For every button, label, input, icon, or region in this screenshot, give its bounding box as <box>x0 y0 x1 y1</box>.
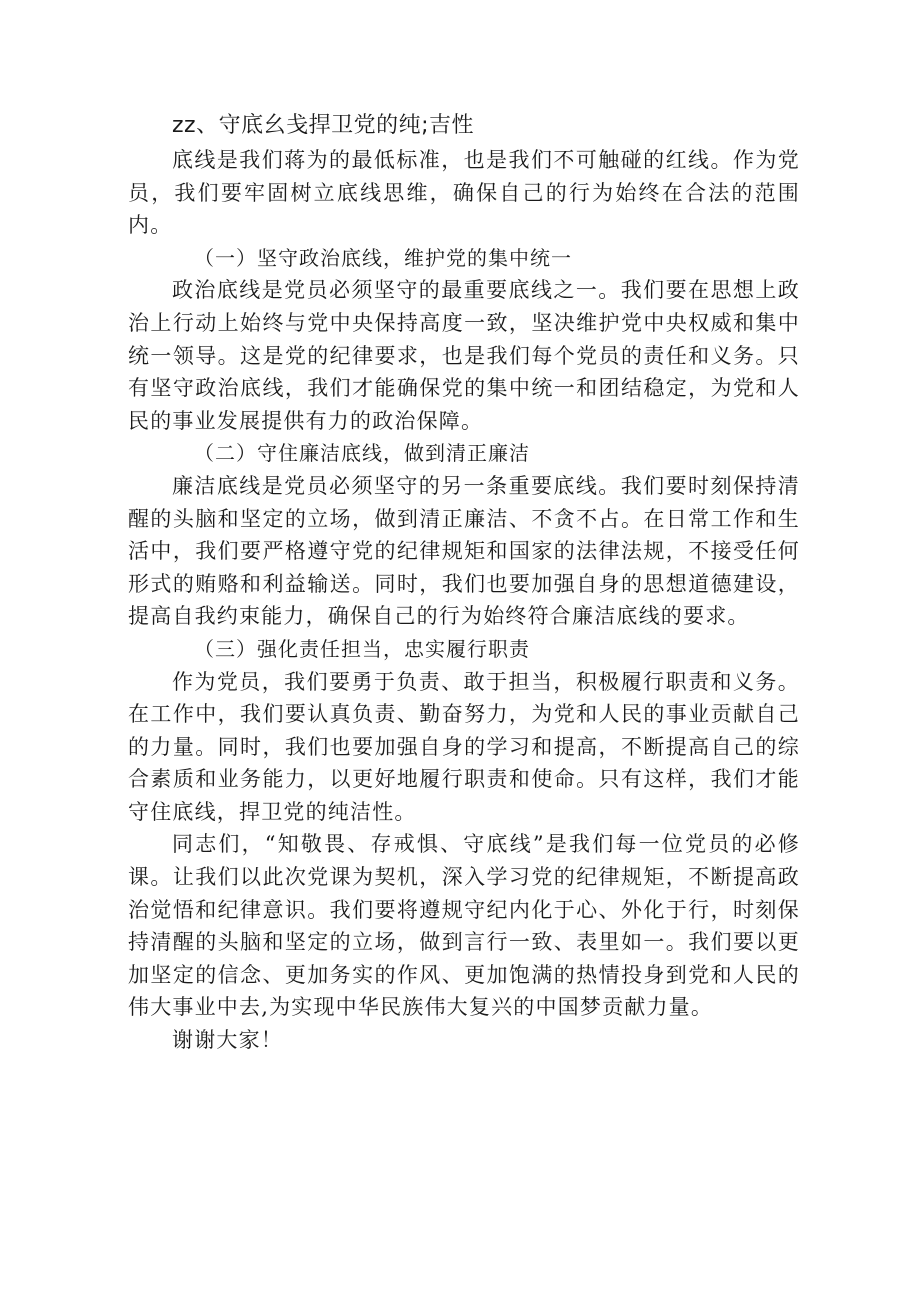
subsection-body-3: 作为党员，我们要勇于负责、敢于担当，积极履行职责和义务。在工作中，我们要认真负责、勤奋努力，为党和人民的事业贡献自己的力量。同时，我们也要加强自身的学习和提高，不断提高自己的综合素质和业务能力，以更好地履行职责和使命。只有这样，我们才能守住底线，捍卫党的纯洁性。 <box>128 669 800 824</box>
closing-paragraph: 同志们，“知敬畏、存戒惧、守底线”是我们每一位党员的必修课。让我们以此次党课为契机，深入学习党的纪律规矩，不断提高政治觉悟和纪律意识。我们要将遵规守纪内化于心、外化于行，时刻保持清醒的头脑和坚定的立场，做到言行一致、表里如一。我们要以更加坚定的信念、更加务实的作风、更加饱满的热情投身到党和人民的伟大事业中去,为实现中华民族伟大复兴的中国梦贡献力量。 <box>128 832 800 1020</box>
subsection-title-2: （二）守住廉洁底线，做到清正廉洁 <box>194 441 530 466</box>
subsection-body-1: 政治底线是党员必须坚守的最重要底线之一。我们要在思想上政治上行动上始终与党中央保持高度一致，坚决维护党中央权威和集中统一领导。这是党的纪律要求，也是我们每个党员的责任和义务。只有坚守政治底线，我们才能确保党的集中统一和团结稳定，为党和人民的事业发展提供有力的政治保障。 <box>128 278 800 433</box>
section-heading: zz、守底幺戋捍卫党的纯;吉性 <box>172 113 475 138</box>
subsection-body-2: 廉洁底线是党员必须坚守的另一条重要底线。我们要时刻保持清醒的头脑和坚定的立场，做到清正廉洁、不贪不占。在日常工作和生活中，我们要严格遵守党的纪律规矩和国家的法律法规，不接受任何形式的贿赂和利益输送。同时，我们也要加强自身的思想道德建设，提高自我约束能力，确保自己的行为始终符合廉洁底线的要求。 <box>128 473 800 629</box>
intro-paragraph: 底线是我们蒋为的最低标准，也是我们不可触碰的红线。作为党员，我们要牢固树立底线思维，确保自己的行为始终在合法的范围内。 <box>128 148 800 238</box>
thanks-line: 谢谢大家！ <box>172 1028 283 1053</box>
document-page <box>128 108 800 1057</box>
subsection-title-3: （三）强化责任担当，忠实履行职责 <box>194 636 530 661</box>
subsection-title-1: （一）坚守政治底线，维护党的集中统一 <box>194 245 572 270</box>
